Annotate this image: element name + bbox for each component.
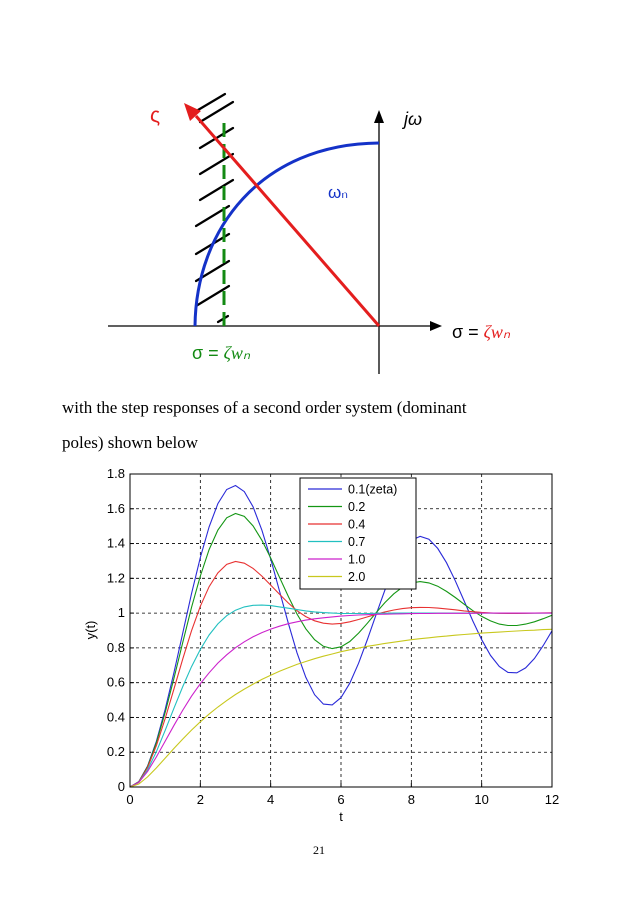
legend <box>300 478 416 589</box>
legend-label: 0.4 <box>348 517 366 532</box>
y-tick-label: 1 <box>117 605 125 621</box>
x-tick-label: 6 <box>337 792 345 807</box>
legend-label: 0.2 <box>348 500 366 514</box>
y-tick-label: 1.6 <box>106 500 125 516</box>
y-tick-label: 0.2 <box>106 744 125 760</box>
page-number: 21 <box>313 843 325 857</box>
y-tick-label: 0 <box>117 779 125 794</box>
x-tick-label: 8 <box>407 792 415 807</box>
y-tick-label: 0.8 <box>106 639 125 655</box>
y-axis-label: y(t) <box>83 620 98 640</box>
jw-axis-arrow <box>374 110 384 123</box>
body-text-line-2: poles) shown below <box>62 433 198 452</box>
s-plane-diagram <box>0 0 638 380</box>
wn-label: ωₙ <box>328 183 349 202</box>
step-response-chart <box>0 460 638 840</box>
jw-label: jω <box>404 109 423 129</box>
x-tick-label: 10 <box>474 792 489 807</box>
legend-label: 1.0 <box>348 552 366 567</box>
x-tick-label: 4 <box>267 792 275 807</box>
legend-label: 0.1(zeta) <box>348 482 398 497</box>
sigma-axis-arrow <box>430 321 442 331</box>
legend-label: 0.7 <box>348 535 366 549</box>
x-axis-label: t <box>339 809 343 824</box>
x-tick-label: 2 <box>196 792 204 807</box>
legend-label: 2.0 <box>348 570 366 584</box>
zeta-label: ς <box>150 104 161 127</box>
sigma-axis-label: σ = ζwₙ <box>452 322 511 342</box>
x-tick-label: 12 <box>544 792 560 807</box>
y-tick-label: 1.8 <box>106 466 125 481</box>
body-text-line-1: with the step responses of a second order system (dominant <box>62 398 467 417</box>
y-tick-label: 0.4 <box>106 709 125 725</box>
x-tick-label: 0 <box>126 792 134 807</box>
hatch-region <box>196 94 233 322</box>
y-tick-label: 1.4 <box>106 535 125 551</box>
y-tick-label: 1.2 <box>106 570 125 586</box>
y-tick-label: 0.6 <box>106 674 125 690</box>
sigma-dashed-label: σ = ζwₙ <box>192 343 251 363</box>
